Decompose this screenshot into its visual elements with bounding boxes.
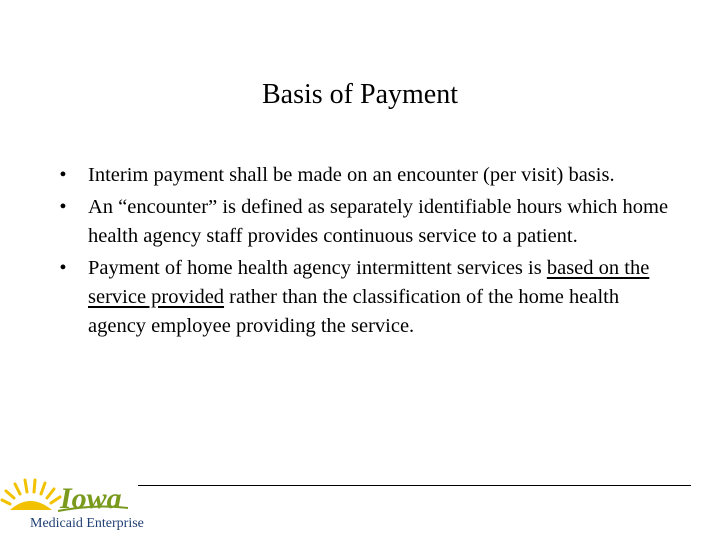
slide-title: Basis of Payment — [262, 79, 458, 110]
sun-wordmark-icon — [0, 470, 160, 520]
logo-caption: Medicaid Enterprise — [30, 516, 144, 531]
svg-text:Iowa: Iowa — [60, 482, 122, 515]
bullet-dot-icon: • — [59, 257, 67, 279]
bullet-item — [56, 193, 676, 251]
bullet-item — [56, 254, 676, 341]
iowa-medicaid-logo — [0, 470, 160, 540]
bullet-dot-icon: • — [59, 196, 67, 218]
bullet-text: An “encounter” is defined as separately identifiable hours which home health agency staff provides continuous service to a patient. — [88, 196, 669, 247]
bullet-item — [56, 161, 676, 190]
bullet-text: Payment of home health agency intermittent services is — [88, 257, 547, 279]
bullet-text: rather than the classification of the home health agency employee providing the service. — [88, 286, 620, 337]
bullet-text: Interim payment shall be made on an encounter (per visit) basis. — [88, 164, 615, 186]
bullet-dot-icon: • — [59, 164, 67, 186]
footer-divider — [138, 485, 691, 486]
underlined-text: based on the service provided — [88, 257, 650, 308]
bullet-list — [56, 161, 676, 344]
